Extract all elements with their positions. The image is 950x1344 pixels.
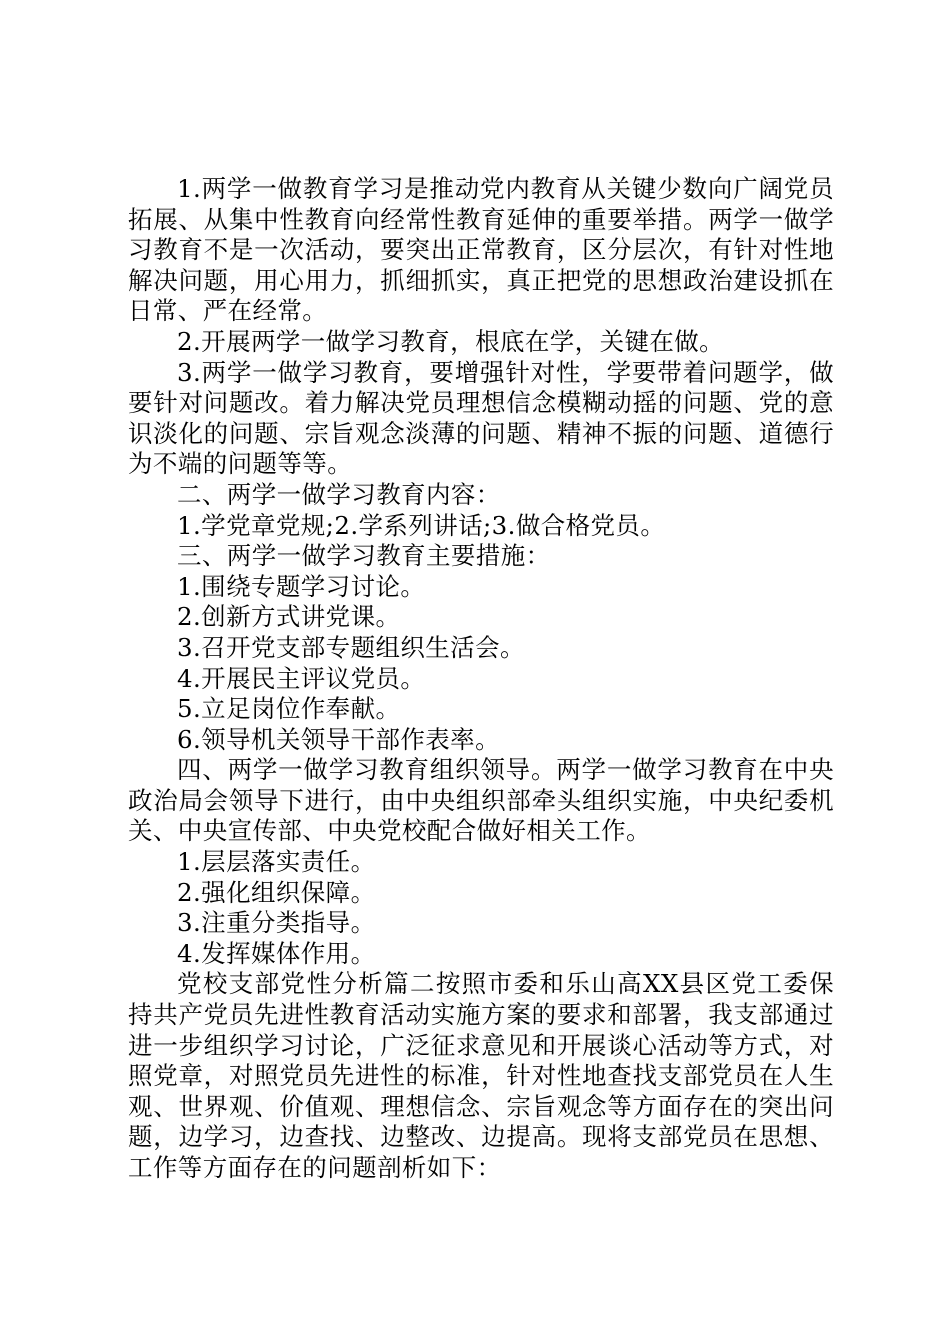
- leadership-item-1: 1.层层落实责任。: [177, 847, 376, 877]
- measure-item-3: 3.召开党支部专题组织生活会。: [177, 632, 525, 662]
- paragraph-intro-2: 2.开展两学一做学习教育，根底在学，关键在做。: [177, 326, 725, 356]
- paragraph-intro-3: 3.两学一做学习教育，要增强针对性，学要带着问题学，做要针对问题改。着力解决党员理想信念模糊动摇的问题、党的意识淡化的问题、宗旨观念淡薄的问题、精神不振的问题、道德行为不端的问题等等。: [128, 357, 834, 479]
- section-heading-measures: 三、两学一做学习教育主要措施：: [177, 541, 551, 571]
- measure-item-2: 2.创新方式讲党课。: [177, 602, 401, 632]
- measure-item-1: 1.围绕专题学习讨论。: [177, 571, 426, 601]
- paragraph-party-analysis: 党校支部党性分析篇二按照市委和乐山高XX县区党工委保持共产党员先进性教育活动实施方案的要求和部署，我支部通过进一步组织学习讨论，广泛征求意见和开展谈心活动等方式，对照党章，对照党员先进性的标准，针对性地查找支部党员在人生观、世界观、价值观、理想信念、宗旨观念等方面存在的突出问题，边学习，边查找、边整改、边提高。现将支部党员在思想、工作等方面存在的问题剖析如下：: [128, 969, 834, 1182]
- leadership-item-2: 2.强化组织保障。: [177, 877, 376, 907]
- measure-item-4: 4.开展民主评议党员。: [177, 663, 426, 693]
- leadership-item-3: 3.注重分类指导。: [177, 908, 376, 938]
- section-heading-leadership: 四、两学一做学习教育组织领导。两学一做学习教育在中央政治局会领导下进行，由中央组织部牵头组织实施，中央纪委机关、中央宣传部、中央党校配合做好相关工作。: [128, 755, 834, 846]
- measure-item-6: 6.领导机关领导干部作表率。: [177, 724, 500, 754]
- content-list: 1.学党章党规;2.学系列讲话;3.做合格党员。: [177, 510, 666, 540]
- leadership-item-4: 4.发挥媒体作用。: [177, 938, 376, 968]
- document-body: [128, 174, 834, 1184]
- paragraph-intro-1: 1.两学一做教育学习是推动党内教育从关键少数向广阔党员拓展、从集中性教育向经常性教育延伸的重要举措。两学一做学习教育不是一次活动，要突出正常教育，区分层次，有针对性地解决问题，用心用力，抓细抓实，真正把党的思想政治建设抓在日常、严在经常。: [128, 174, 834, 326]
- section-heading-content: 二、两学一做学习教育内容：: [177, 479, 501, 509]
- measure-item-5: 5.立足岗位作奉献。: [177, 694, 401, 724]
